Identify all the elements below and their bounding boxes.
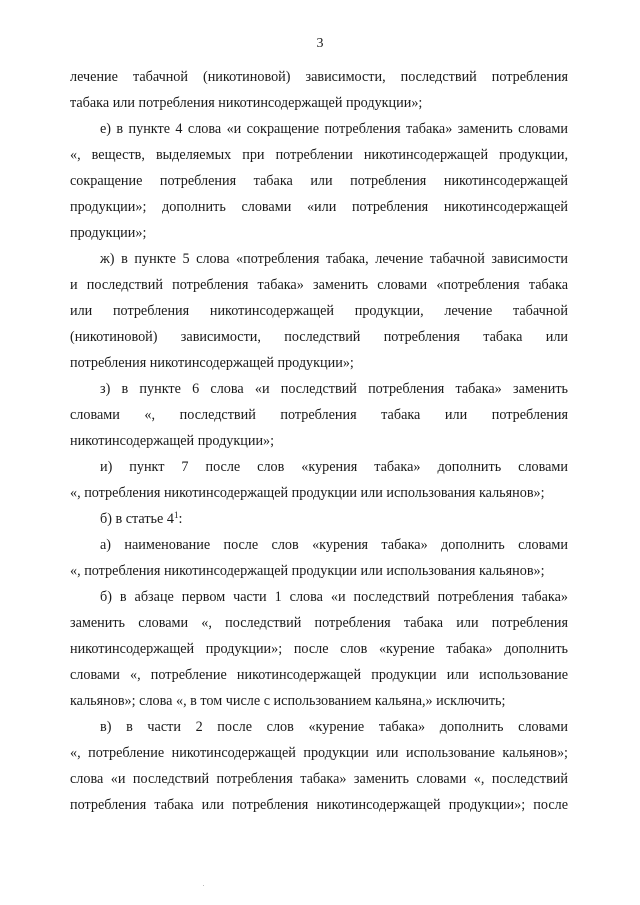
text-line: е) в пункте 4 слова «и сокращение потребления табака» заменить словами <box>100 121 568 137</box>
text-line: продукции»; дополнить словами «или потребления никотинсодержащей <box>70 199 568 215</box>
text-line: а) наименование после слов «курения табака» дополнить словами <box>100 537 568 553</box>
paragraph-item-i <box>70 454 568 506</box>
text-line: потребления табака или потребления никотинсодержащей продукции»; после <box>70 797 568 813</box>
paragraph-item-zh <box>70 246 568 376</box>
scan-speck <box>203 885 204 886</box>
paragraph-subitem-v <box>70 714 568 818</box>
paragraph-subitem-b <box>70 584 568 714</box>
text-line: табака или потребления никотинсодержащей продукции»; <box>70 95 423 111</box>
text-line: з) в пункте 6 слова «и последствий потребления табака» заменить <box>100 381 568 397</box>
article-superscript: 1 <box>173 510 179 520</box>
text-line: и последствий потребления табака» заменить словами «потребления табака <box>70 277 568 293</box>
paragraph-continuation <box>70 64 568 116</box>
text-line: (никотиновой) зависимости, последствий потребления табака или <box>70 329 568 345</box>
text-line: заменить словами «, последствий потребления табака или потребления <box>70 615 568 631</box>
text-line: б) в абзаце первом части 1 слова «и последствий потребления табака» <box>100 589 568 605</box>
text-line: продукции»; <box>70 225 147 241</box>
text-line: ж) в пункте 5 слова «потребления табака, лечение табачной зависимости <box>100 251 568 267</box>
paragraph-item-z <box>70 376 568 454</box>
paragraph-item-e <box>70 116 568 246</box>
text-line: слова «и последствий потребления табака» заменить словами «, последствий <box>70 771 568 787</box>
paragraph-subitem-a <box>70 532 568 584</box>
text-line: сокращение потребления табака или потребления никотинсодержащей <box>70 173 568 189</box>
article-suffix: : <box>178 511 183 527</box>
text-line <box>70 506 568 532</box>
text-line: никотинсодержащей продукции»; после слов «курение табака» дополнить <box>70 641 568 657</box>
text-line: или потребления никотинсодержащей продукции, лечение табачной <box>70 303 568 319</box>
document-body <box>70 64 568 818</box>
article-prefix: б) в статье 4 <box>100 511 174 527</box>
text-line: «, веществ, выделяемых при потреблении никотинсодержащей продукции, <box>70 147 568 163</box>
text-line: потребления никотинсодержащей продукции»; <box>70 355 354 371</box>
text-line: лечение табачной (никотиновой) зависимости, последствий потребления <box>70 69 568 85</box>
text-line: никотинсодержащей продукции»; <box>70 433 275 449</box>
text-line: «, потребления никотинсодержащей продукции или использования кальянов»; <box>70 485 545 501</box>
text-line: кальянов»; слова «, в том числе с использованием кальяна,» исключить; <box>70 693 506 709</box>
text-line: в) в части 2 после слов «курение табака» дополнить словами <box>100 719 568 735</box>
text-line: словами «, потребление никотинсодержащей продукции или использование <box>70 667 568 683</box>
paragraph-item-b-article <box>70 506 568 532</box>
text-line: словами «, последствий потребления табака или потребления <box>70 407 568 423</box>
text-line: «, потребления никотинсодержащей продукции или использования кальянов»; <box>70 563 545 579</box>
text-line: «, потребление никотинсодержащей продукции или использование кальянов»; <box>70 745 568 761</box>
page-number: 3 <box>316 36 324 51</box>
text-line: и) пункт 7 после слов «курения табака» дополнить словами <box>100 459 568 475</box>
